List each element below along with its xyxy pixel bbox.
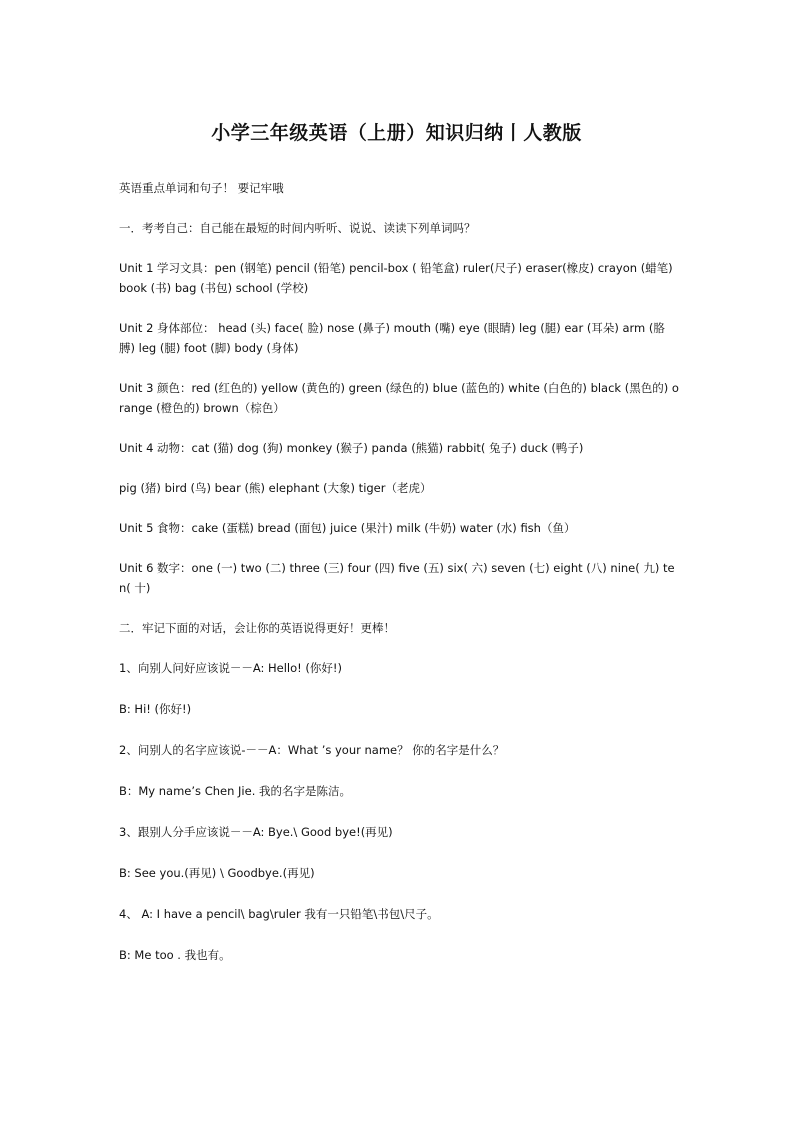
section-1-heading: 一．考考自己：自己能在最短的时间内听听、说说、读读下列单词吗？ <box>119 221 476 235</box>
dialogue-line: 3、跟别人分手应该说－－A: Bye.\ Good bye!(再见) <box>119 825 393 839</box>
intro-text: 英语重点单词和句子！ 要记牢哦 <box>119 181 284 195</box>
unit-5-vocab: Unit 5 食物：cake (蛋糕) bread (面包) juice (果汁) milk (牛奶) water (水) fish（鱼） <box>119 521 576 535</box>
dialogue-line: B: Hi! (你好!) <box>119 702 192 716</box>
unit-2-vocab: Unit 2 身体部位： head (头) face( 脸) nose (鼻子) mouth (嘴) eye (眼睛) leg (腿) ear (耳朵) arm (胳膊) leg (腿) foot (脚) body (身体) <box>119 321 665 355</box>
page-title: 小学三年级英语（上册）知识归纳丨人教版 <box>211 122 582 144</box>
dialogue-line: 1、向别人问好应该说－－A: Hello! (你好!) <box>119 661 343 675</box>
document-body <box>119 178 679 986</box>
unit-1-vocab: Unit 1 学习文具：pen (钢笔) pencil (铅笔) pencil-box ( 铅笔盒) ruler(尺子) eraser(橡皮) crayon (蜡笔) book (书) bag (书包) school (学校) <box>119 261 673 295</box>
dialogue-line: 2、问别人的名字应该说-－－A：What ’s your name？ 你的名字是什么？ <box>119 743 505 757</box>
unit-4-vocab: Unit 4 动物：cat (猫) dog (狗) monkey (猴子) panda (熊猫) rabbit( 兔子) duck (鸭子) <box>119 441 584 455</box>
dialogue-line: B: Me too . 我也有。 <box>119 948 231 962</box>
unit-6-vocab: Unit 6 数字：one (一) two (二) three (三) four (四) five (五) six( 六) seven (七) eight (八) nine( 九) ten( 十) <box>119 561 675 595</box>
unit-4-vocab-continued: pig (猪) bird (鸟) bear (熊) elephant (大象) tiger（老虎） <box>119 481 432 495</box>
unit-3-vocab: Unit 3 颜色：red (红色的) yellow (黄色的) green (绿色的) blue (蓝色的) white (白色的) black (黑色的) orange (橙色的) brown（棕色） <box>119 381 679 415</box>
dialogue-line: B：My name’s Chen Jie. 我的名字是陈洁。 <box>119 784 351 798</box>
dialogue-line: B: See you.(再见) \ Goodbye.(再见) <box>119 866 315 880</box>
dialogue-line: 4、 A: I have a pencil\ bag\ruler 我有一只铅笔\书包\尺子。 <box>119 907 439 921</box>
section-2-heading: 二．牢记下面的对话，会让你的英语说得更好！更棒！ <box>119 621 395 635</box>
